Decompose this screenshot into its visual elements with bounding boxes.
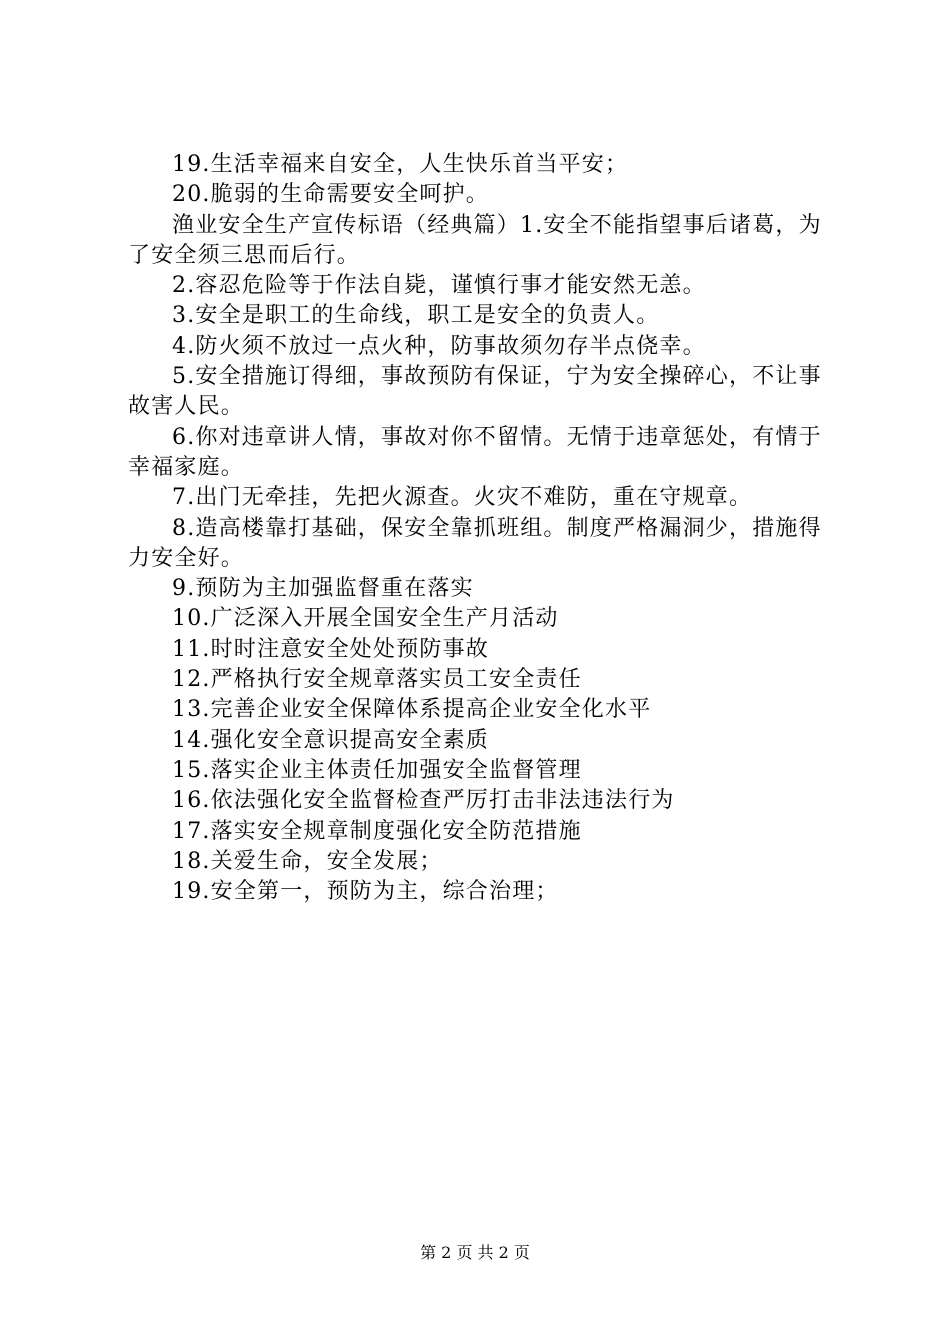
paragraph: 19.生活幸福来自安全，人生快乐首当平安； [172, 152, 629, 177]
paragraph: 14.强化安全意识提高安全素质 [172, 727, 489, 753]
paragraph: 5.安全措施订得细，事故预防有保证，宁为安全操碎心，不让事故害人民。 [128, 364, 822, 420]
page-number-label: 第 2 页 共 2 页 [420, 1243, 530, 1262]
paragraph: 17.落实安全规章制度强化安全防范措施 [172, 818, 582, 844]
paragraph: 13.完善企业安全保障体系提高企业安全化水平 [172, 697, 652, 723]
paragraph: 20.脆弱的生命需要安全呵护。 [172, 182, 489, 208]
document-body [128, 150, 833, 907]
paragraph: 3.安全是职工的生命线，职工是安全的负责人。 [172, 303, 660, 329]
paragraph: 8.造高楼靠打基础，保安全靠抓班组。制度严格漏洞少，措施得力安全好。 [128, 515, 822, 571]
paragraph: 16.依法强化安全监督检查严厉打击非法违法行为 [172, 788, 675, 814]
paragraph: 渔业安全生产宣传标语（经典篇）1.安全不能指望事后诸葛，为了安全须三思而后行。 [128, 212, 822, 268]
paragraph: 4.防火须不放过一点火种，防事故须勿存半点侥幸。 [172, 333, 706, 359]
paragraph: 12.严格执行安全规章落实员工安全责任 [172, 667, 582, 693]
paragraph: 2.容忍危险等于作法自毙，谨慎行事才能安然无恙。 [172, 273, 706, 299]
paragraph: 15.落实企业主体责任加强安全监督管理 [172, 757, 582, 783]
paragraph: 11.时时注意安全处处预防事故 [172, 636, 489, 662]
page-footer [0, 1243, 950, 1263]
paragraph: 19.安全第一，预防为主，综合治理； [172, 879, 559, 905]
paragraph: 18.关爱生命，安全发展； [172, 848, 443, 874]
paragraph: 7.出门无牵挂，先把火源查。火灾不难防，重在守规章。 [172, 485, 753, 511]
paragraph: 6.你对违章讲人情，事故对你不留情。无情于违章惩处，有情于幸福家庭。 [128, 424, 822, 480]
paragraph: 10.广泛深入开展全国安全生产月活动 [172, 606, 559, 632]
paragraph: 9.预防为主加强监督重在落实 [172, 576, 474, 602]
